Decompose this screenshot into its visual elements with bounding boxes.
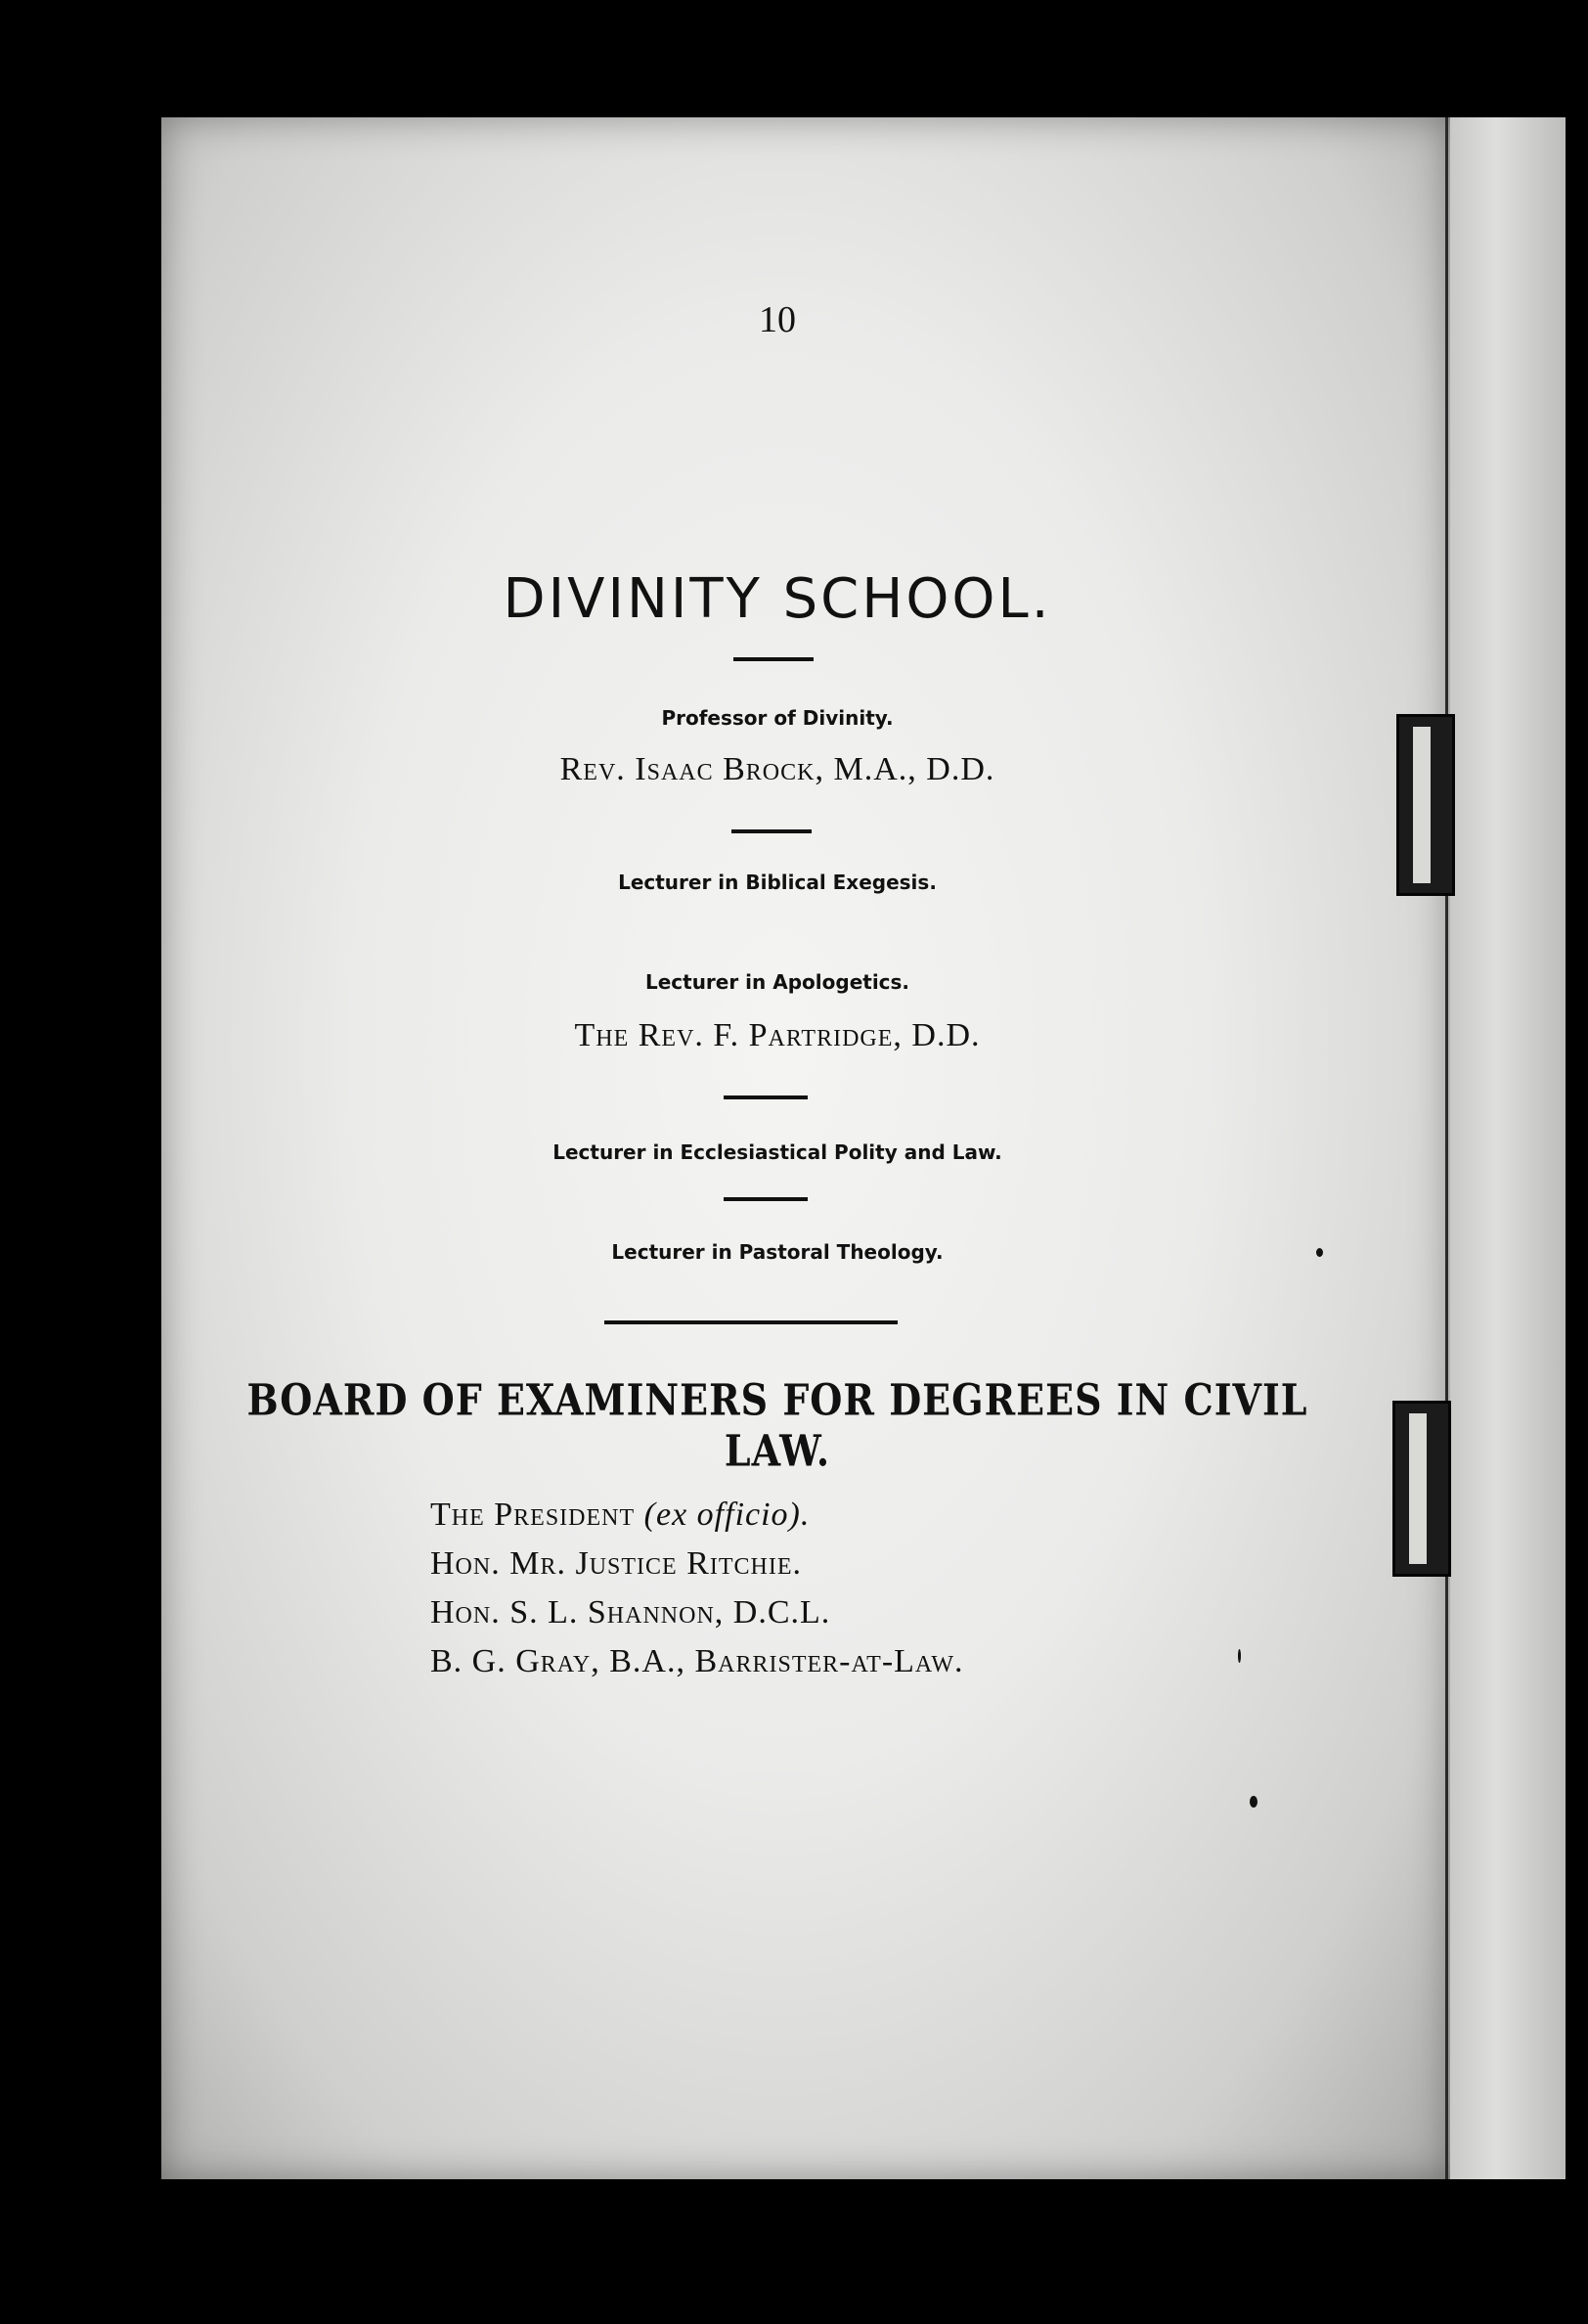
heading-ecclesiastical-polity: Lecturer in Ecclesiastical Polity and Law. — [552, 1140, 1002, 1164]
page-fold-line — [1445, 117, 1448, 2179]
binding-clip-top — [1396, 714, 1455, 896]
section-title: DIVINITY SCHOOL. — [503, 567, 1052, 631]
ink-speck — [1250, 1796, 1257, 1808]
name-apologetics: The Rev. F. Partridge, D.D. — [574, 1017, 981, 1053]
binding-clip-bottom — [1392, 1401, 1451, 1577]
name-professor-divinity: Rev. Isaac Brock, M.A., D.D. — [559, 751, 995, 787]
board-title: BOARD OF EXAMINERS FOR DEGREES IN CIVIL LAW. — [246, 1374, 1308, 1476]
divider-rule — [604, 1320, 898, 1324]
heading-biblical-exegesis: Lecturer in Biblical Exegesis. — [618, 871, 937, 894]
heading-apologetics: Lecturer in Apologetics. — [644, 970, 910, 994]
ink-speck — [1316, 1248, 1323, 1257]
section-rule — [731, 829, 812, 833]
board-member: Hon. Mr. Justice Ritchie. — [430, 1545, 803, 1582]
member-name: The President — [430, 1497, 636, 1533]
section-rule — [724, 1197, 808, 1201]
board-member: Hon. S. L. Shannon, D.C.L. — [430, 1594, 831, 1631]
heading-professor-divinity: Professor of Divinity. — [661, 706, 894, 730]
page-number: 10 — [759, 299, 796, 340]
board-member: B. G. Gray, B.A., Barrister-at-Law. — [430, 1643, 964, 1679]
heading-pastoral-theology: Lecturer in Pastoral Theology. — [611, 1240, 944, 1264]
ink-speck — [1238, 1649, 1241, 1663]
member-note: (ex officio). — [643, 1497, 811, 1533]
facing-page-edge — [1450, 117, 1566, 2179]
section-rule — [724, 1095, 808, 1099]
title-rule — [733, 657, 814, 661]
board-member — [430, 1497, 1213, 1534]
